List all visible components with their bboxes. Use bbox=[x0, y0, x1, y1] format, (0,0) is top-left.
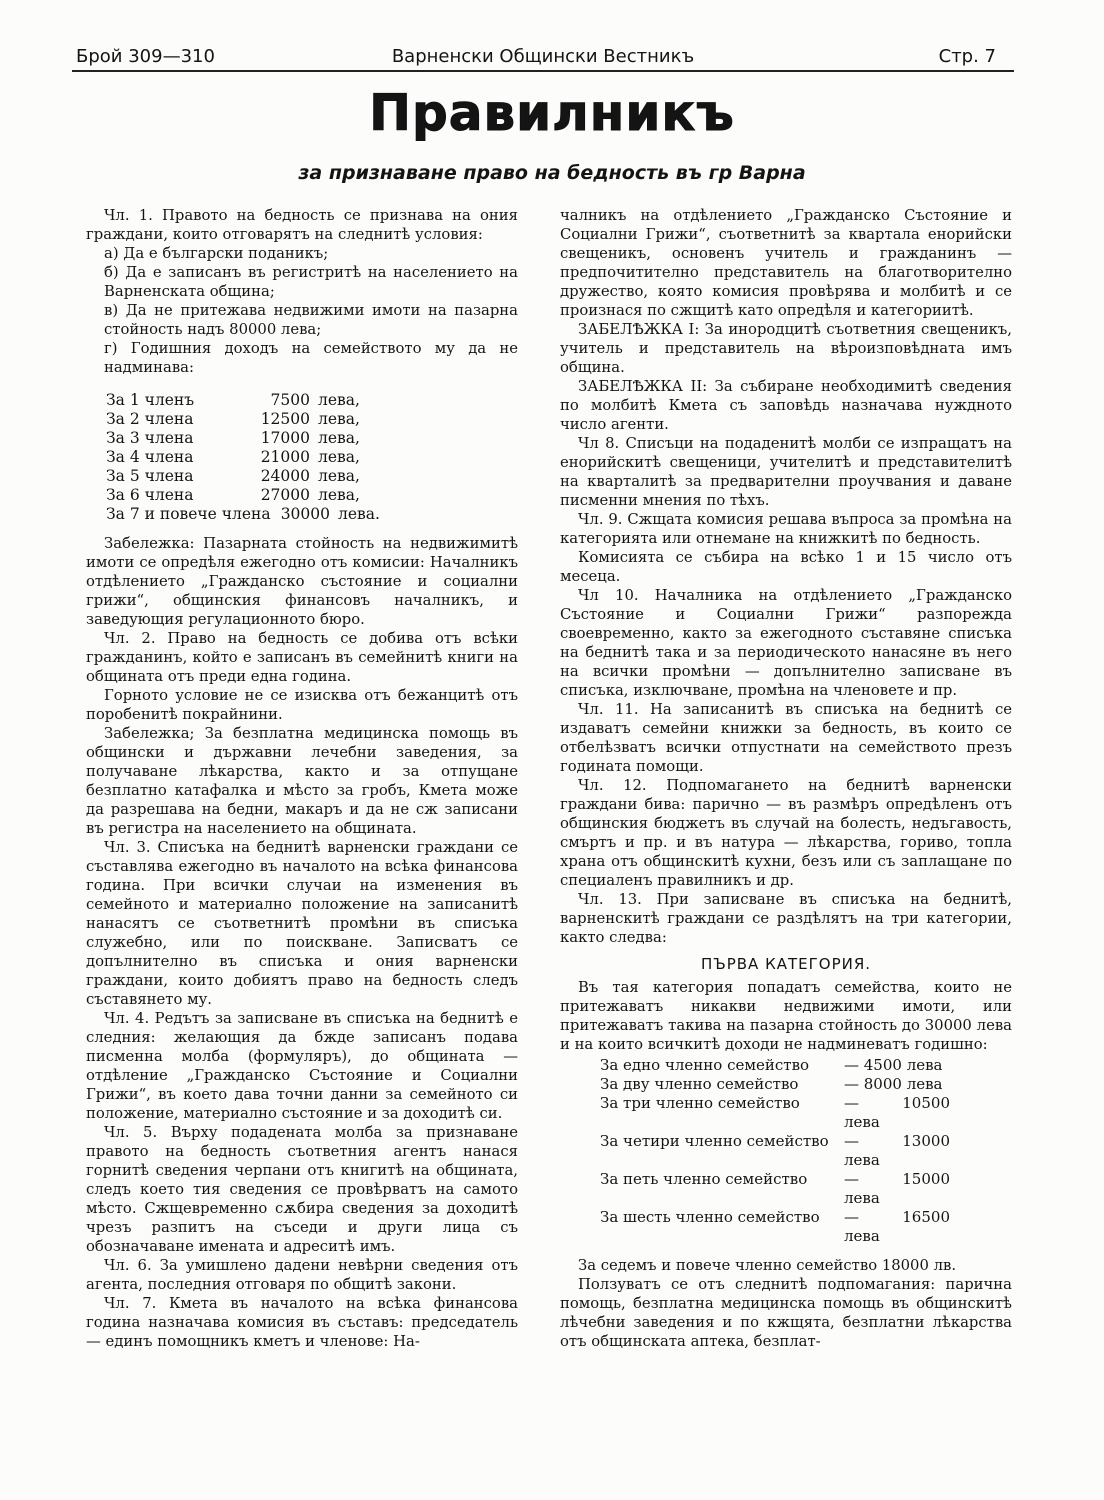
article-9: Чл. 9. Сжщата комисия решава въпроса за промѣна на категорията или отнемане на книжкитѣ по бедность. bbox=[560, 511, 1012, 547]
article-7: Чл. 7. Кмета въ началото на всѣка финансова година назначава комисия въ съставъ: председатель — единъ помощникъ кметъ и членове: На- bbox=[86, 1295, 518, 1350]
issue-number: Брой 309—310 bbox=[76, 46, 215, 67]
article-7-continued: чалникъ на отдѣлението „Гражданско Състояние и Социални Грижи“, съответнитѣ за квартала енорийски свещеникъ, основенъ учитель и гражданинъ — предпочитително представитель на благотворително дружество, която комисия провѣрява и молбитѣ и се произнася по сжщитѣ като опредѣля и категориитѣ. bbox=[560, 207, 1012, 319]
income-limit-row: За 4 члена 21000 лева, bbox=[106, 448, 360, 466]
left-column bbox=[86, 206, 518, 1351]
category-income-table bbox=[600, 1056, 1012, 1246]
income-limit-row: За 3 члена 17000 лева, bbox=[106, 429, 360, 447]
article-9-sessions: Комисията се събира на всѣко 1 и 15 число отъ месеца. bbox=[560, 549, 1012, 585]
category-income-row: За три членно семейство — 10500 лева bbox=[600, 1094, 950, 1131]
note-II: ЗАБЕЛѢЖКА II: За събиране необходимитѣ сведения по молбитѣ Кмета съ заповѣдь назначава нуждното число агенти. bbox=[560, 378, 1012, 433]
document-subtitle: за признаване право на бедность въ гр Варна bbox=[298, 162, 806, 184]
category-description: Въ тая категория попадатъ семейства, които не притежаватъ никакви недвижими имоти, или притежаватъ такива на пазарна стойность до 30000 лева и на които всичкитѣ доходи не надминеватъ годишно: bbox=[560, 979, 1012, 1053]
income-limits-table bbox=[106, 391, 518, 524]
article-11: Чл. 11. На записанитѣ въ списъка на беднитѣ се издаватъ семейни книжки за бедность, въ които се отбелѣзватъ всички отпустнати на семейството презъ годината помощи. bbox=[560, 701, 1012, 775]
article-13: Чл. 13. При записване въ списъка на беднитѣ, варненскитѣ граждани се раздѣлятъ на три категории, както следва: bbox=[560, 891, 1012, 946]
category-income-row: За петь членно семейство — 15000 лева bbox=[600, 1170, 950, 1207]
article-2: Чл. 2. Право на бедность се добива отъ всѣки гражданинъ, който е записанъ въ семейнитѣ книги на общината отъ преди една година. bbox=[86, 630, 518, 685]
income-limit-row: За 7 и повече члена 30000 лева. bbox=[106, 505, 380, 523]
category-aid-list: Ползуватъ се отъ следнитѣ подпомагания: парична помощь, безплатна медицинска помощь въ общинскитѣ лѣчебни заведения и по кжщята, безплатни лѣкарства отъ общинската аптека, безплат- bbox=[560, 1276, 1012, 1350]
document-title: Правилникъ bbox=[369, 84, 735, 142]
article-4: Чл. 4. Редътъ за записване въ списъка на беднитѣ е следния: желающия да бжде записанъ подава писменна молба (формуляръ), до общината — отдѣление „Гражданско Състояние и Социални Грижи“, въ което дава точни данни за семейното си положение, материално състояние и за доходитѣ си. bbox=[86, 1010, 518, 1122]
condition-a: а) Да е български поданикъ; bbox=[104, 245, 329, 262]
condition-v: в) Да не притежава недвижими имоти на пазарна стойность надъ 80000 лева; bbox=[104, 302, 518, 338]
article-6: Чл. 6. За умишлено дадени невѣрни сведения отъ агента, последния отговаря по общитѣ закони. bbox=[86, 1257, 518, 1293]
income-limit-row: За 2 члена 12500 лева, bbox=[106, 410, 360, 428]
running-header bbox=[72, 40, 1014, 72]
condition-g: г) Годишния доходъ на семейството му да не надминава: bbox=[104, 340, 518, 376]
income-limit-row: За 5 члена 24000 лева, bbox=[106, 467, 360, 485]
income-limit-row: За 6 члена 27000 лева, bbox=[106, 486, 360, 504]
income-limit-row: За 1 членъ 7500 лева, bbox=[106, 391, 360, 409]
article-1-intro: Чл. 1. Правото на бедность се признава на ония граждани, които отговарятъ на следнитѣ условия: bbox=[86, 207, 518, 243]
article-3: Чл. 3. Списъка на беднитѣ варненски граждани се съставлява ежегодно въ началото на всѣка финансова година. При всички случаи на изменения въ семейното и материално положение на записанитѣ нанасятъ се съответнитѣ промѣни въ списъка служебно, или по поискване. Записватъ се допълнително въ списъка и ония варненски граждани, които добиятъ право на бедность следъ съставянето му. bbox=[86, 839, 518, 1008]
right-column bbox=[560, 206, 1012, 1351]
article-8: Чл 8. Списъци на подаденитѣ молби се изпращатъ на енорийскитѣ свещеници, учителитѣ и представителитѣ на кварталитѣ за предварителни проучвания и даване писменни мнения по тѣхъ. bbox=[560, 435, 1012, 509]
category-income-row: За четири членно семейство — 13000 лева bbox=[600, 1132, 950, 1169]
category-income-row: За шесть членно семейство — 16500 лева bbox=[600, 1208, 950, 1245]
category-large-family: За седемъ и повече членно семейство 18000 лв. bbox=[578, 1257, 957, 1274]
condition-b: б) Да е записанъ въ регистритѣ на населението на Варненската община; bbox=[104, 264, 518, 300]
article-5: Чл. 5. Върху подадената молба за признаване правото на бедность съответния агентъ нанася горнитѣ сведения черпани отъ книгитѣ на общината, следъ което тия сведения се провѣрватъ на самото мѣсто. Сжщевременно сѫбира сведения за доходитѣ чрезъ разпитъ на съседи и други лица съ обозначаване имената и адреситѣ имъ. bbox=[86, 1124, 518, 1255]
article-2-refugees: Горното условие не се изисква отъ бежанцитѣ отъ поробенитѣ покрайнини. bbox=[86, 687, 518, 723]
page-number: Стр. 7 bbox=[938, 46, 996, 67]
category-income-row: За дву членно семейство — 8000 лева bbox=[600, 1075, 943, 1093]
category-income-row: За едно членно семейство — 4500 лева bbox=[600, 1056, 943, 1074]
note-medical-aid: Забележка; За безплатна медицинска помощь въ общински и държавни лечебни заведения, за получаване лѣкарства, както и за отпущане безплатно катафалка и мѣсто за гробъ, Кмета може да разрешава на бедни, макаръ и да не сж записани въ регистра на населението на общината. bbox=[86, 725, 518, 837]
publication-name: Варненски Общински Вестникъ bbox=[391, 46, 695, 67]
category-heading: ПЪРВА КАТЕГОРИЯ. bbox=[700, 955, 872, 973]
article-10: Чл 10. Началника на отдѣлението „Гражданско Състояние и Социални Грижи“ разпорежда своевременно, както за ежегодното съставяне списъка на беднитѣ така и за периодическото нанасяне въ него на всички промѣни — допълнително записване въ списъка, изключване, промѣна на членовете и пр. bbox=[560, 587, 1012, 699]
note-I: ЗАБЕЛѢЖКА I: За инородцитѣ съответния свещеникъ, учитель и представитель на вѣроизповѣдната имъ община. bbox=[560, 321, 1012, 376]
note-market-value: Забележка: Пазарната стойность на недвижимитѣ имоти се опредѣля ежегодно отъ комисии: Началникъ отдѣлението „Гражданско състояние и социални грижи“, общинския финансовъ началникъ, и заведующия регулационното бюро. bbox=[86, 535, 518, 628]
article-12: Чл. 12. Подпомагането на беднитѣ варненски граждани бива: парично — въ размѣръ опредѣленъ отъ общинския бюджетъ въ случай на болесть, недъгавость, смъртъ и пр. и въ натура — лѣкарства, гориво, топла храна отъ общинскитѣ кухни, безъ или съ заплащане по специаленъ правилникъ и др. bbox=[560, 777, 1012, 889]
